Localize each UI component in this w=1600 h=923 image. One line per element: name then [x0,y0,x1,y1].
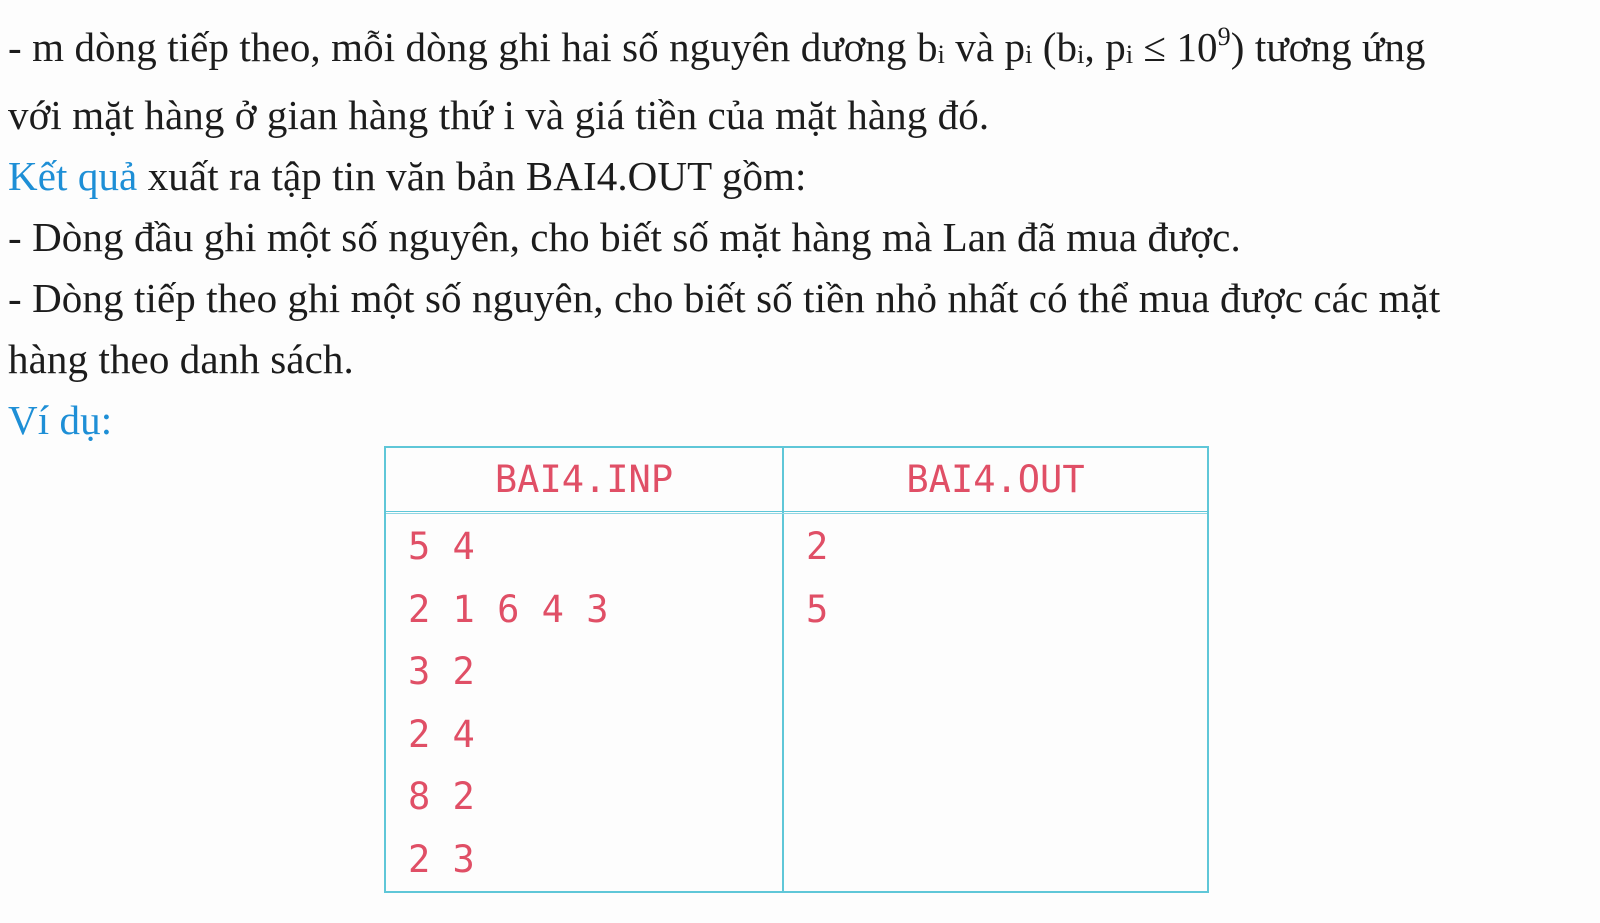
input-column [408,516,608,891]
output-line: 2 [806,525,829,568]
output-line: 5 [806,587,829,631]
text-line-2: với mặt hàng ở gian hàng thứ i và giá tiền của mặt hàng đó. [8,92,990,138]
input-line: 2 1 6 4 3 [408,587,609,631]
line1-mid3: , p [1084,24,1126,70]
header-output-file: BAI4.OUT [906,458,1085,501]
subscript-i: i [1025,40,1033,69]
line1-suffix: ) tương ứng [1230,24,1426,70]
input-line: 3 2 [408,650,475,693]
line1-mid4: ≤ 10 [1133,24,1218,70]
example-label: Ví dụ: [8,397,113,443]
subscript-i: i [937,40,945,69]
text-line-5: - Dòng tiếp theo ghi một số nguyên, cho biết số tiền nhỏ nhất có thể mua được các mặt [8,275,1441,321]
example-table [384,446,1209,893]
input-line: 2 4 [408,712,475,756]
text-line-1 [8,6,1596,85]
subscript-i: i [1125,40,1134,69]
document-body [8,6,1596,451]
input-line: 8 2 [408,775,475,818]
result-description: xuất ra tập tin văn bản BAI4.OUT gồm: [137,153,807,199]
text-line-4: - Dòng đầu ghi một số nguyên, cho biết số mặt hàng mà Lan đã mua được. [8,214,1241,260]
header-divider [386,511,1207,514]
superscript-exponent: 9 [1217,22,1231,51]
result-label: Kết quả [8,153,138,199]
header-input-file: BAI4.INP [494,458,674,501]
output-column [806,516,828,641]
input-line: 5 4 [408,525,475,568]
text-line-6: hàng theo danh sách. [8,336,354,382]
line1-prefix: - m dòng tiếp theo, mỗi dòng ghi hai số nguyên dương b [8,24,938,70]
line1-mid1: và p [944,24,1026,70]
subscript-i: i [1077,40,1085,69]
input-line: 2 3 [408,837,475,881]
column-divider [782,448,784,891]
text-line-3 [8,146,1596,207]
line1-mid2: (b [1032,24,1078,70]
